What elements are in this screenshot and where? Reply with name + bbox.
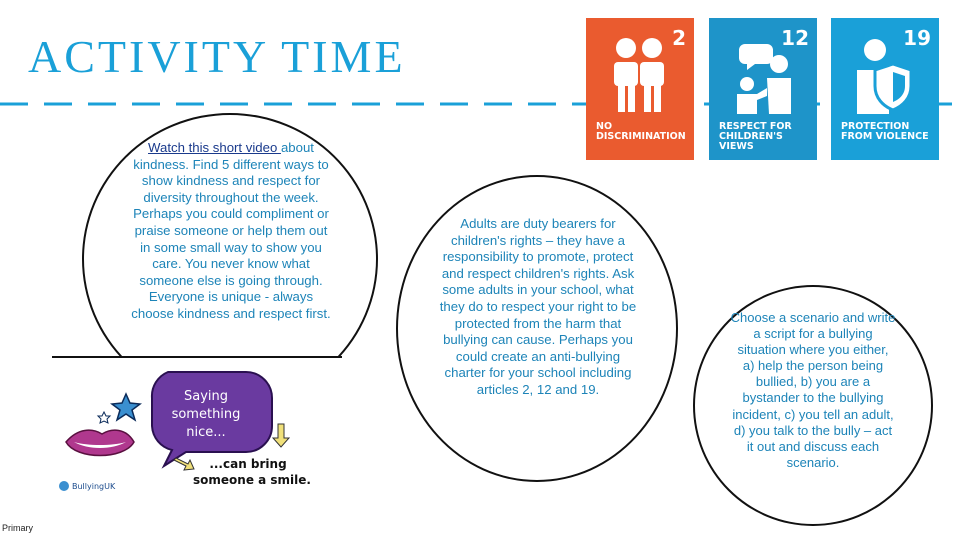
bubble-line-2: something [171, 407, 241, 422]
badge-label: RESPECT FOR CHILDREN'S VIEWS [719, 121, 792, 152]
caption-line-1: ...can bring [209, 457, 287, 471]
person-shield-icon [849, 36, 923, 116]
speech-bubble-family-icon [727, 36, 801, 116]
badge-article-2 [586, 18, 694, 160]
badge-article-19 [831, 18, 939, 160]
bubble-line-1: Saying [183, 389, 229, 404]
image-top-rule [52, 356, 342, 358]
kindness-activity-text [128, 140, 334, 323]
arrow-icon [174, 458, 194, 470]
bubble-line-3: nice... [186, 425, 226, 440]
video-link[interactable]: Watch this short video [148, 140, 281, 155]
badge-article-12 [709, 18, 817, 160]
star-icon [112, 394, 140, 420]
footer-label: Primary [2, 523, 33, 533]
kindness-activity-body: about kindness. Find 5 different ways to show kindness and respect for diversity throughout the week. Perhaps you could compliment or praise someone or help them out in some small way to show you care. You never know what someone else is going through. Everyone is unique - always choose kindness and respect first. [131, 140, 331, 321]
logo-text: BullyingUK [72, 482, 116, 491]
badge-label: PROTECTION FROM VIOLENCE [841, 121, 929, 142]
two-children-icon [604, 36, 674, 116]
badge-number: 2 [672, 26, 686, 50]
scenario-script-text: Choose a scenario and write a script for a bullying situation where you either, a) help the person being bullied, b) you are a bystander to the bullying incident, c) you tell an adult, d) you talk to the bully – act it out and discuss each scenario. [730, 310, 896, 470]
kindness-illustration [56, 368, 346, 498]
duty-bearers-text: Adults are duty bearers for children's rights – they have a responsibility to promote, protect and respect children's rights. Ask some adults in your school, what they do to respect your right to be protected from the harm that bullying can cause. Perhaps you could create an anti-bullying charter for your school including articles 2, 12 and 19. [439, 216, 637, 397]
badge-number: 12 [781, 26, 809, 50]
page-title: ACTIVITY TIME [28, 31, 406, 82]
bullyinguk-logo-icon [59, 481, 69, 491]
star-icon [98, 412, 110, 423]
badge-number: 19 [903, 26, 931, 50]
caption-line-2: someone a smile. [193, 473, 311, 487]
arrow-icon [273, 424, 289, 447]
badge-label: NO DISCRIMINATION [596, 121, 686, 142]
smile-speech-illustration [56, 368, 346, 498]
